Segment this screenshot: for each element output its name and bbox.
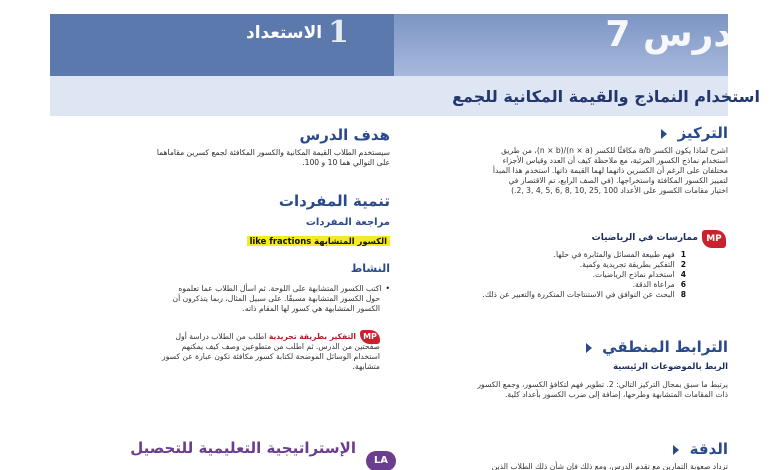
practice-number: 2 bbox=[680, 260, 686, 269]
objective-line: سيستخدم الطلاب القيمة المكانية والكسور المكافئة لجمع كسرين مقاماهما bbox=[156, 148, 390, 157]
practice-number: 4 bbox=[680, 270, 686, 279]
focus-heading bbox=[661, 124, 728, 142]
activity-bullet-2 bbox=[70, 332, 390, 372]
activity-text: حول الكسور المتشابهة مسبقًا. على سبيل المثال، ربما يتذكرون أن bbox=[172, 294, 380, 303]
list-item bbox=[482, 250, 686, 260]
activity-line bbox=[70, 304, 390, 314]
strategy-heading: الإستراتيجية التعليمية للتحصيل bbox=[130, 439, 356, 457]
vocab-subheading: مراجعة المفردات bbox=[305, 217, 390, 228]
rigor-heading bbox=[673, 440, 728, 458]
activity-text: متشابهة. bbox=[352, 362, 380, 371]
practice-text: فهم طبيعة المسائل والمثابرة في حلها. bbox=[553, 250, 675, 259]
activity-line bbox=[70, 284, 390, 294]
practice-number: 1 bbox=[680, 250, 686, 259]
activity-line bbox=[70, 342, 390, 352]
list-item bbox=[482, 260, 686, 270]
prepare-label: الاستعداد bbox=[246, 23, 323, 43]
activity-line bbox=[70, 352, 390, 362]
coherence-heading-text: الترابط المنطقي bbox=[602, 338, 728, 356]
practices-heading: ممارسات في الرياضيات bbox=[591, 233, 698, 243]
focus-line: اشرح لماذا يكون الكسر a/b مكافئًا للكسر (n × a)/(n × b)، من طريق bbox=[501, 146, 728, 155]
coherence-paragraph bbox=[428, 380, 728, 400]
coherence-subheading: الربط بالموضوعات الرئيسية bbox=[613, 361, 728, 371]
focus-line: مختلفان على الرغم أن الكسرين ذاتهما لهما القيمة ذاتها. استخدم هذا المبدأ bbox=[492, 166, 728, 175]
reasoning-lead: التفكير بطريقة تجريدية bbox=[268, 332, 356, 341]
activity-text: استخدام الوسائل الموضحة لكتابة كسور مكافئة تكون عبارة عن كسور bbox=[162, 352, 380, 361]
activity-line bbox=[70, 332, 390, 342]
list-item bbox=[482, 270, 686, 280]
rigor-paragraph bbox=[428, 462, 728, 470]
mp-badge: MP bbox=[702, 230, 726, 248]
list-item bbox=[482, 290, 686, 300]
activity-bullet-1 bbox=[70, 284, 390, 314]
prepare-heading bbox=[246, 15, 349, 50]
focus-paragraph bbox=[428, 146, 728, 196]
practice-text: مراعاة الدقة. bbox=[632, 280, 675, 289]
rigor-heading-text: الدقة bbox=[689, 440, 728, 458]
activity-line bbox=[70, 294, 390, 304]
activity-line bbox=[70, 362, 390, 372]
practice-text: استخدام نماذج الرياضيات. bbox=[592, 270, 675, 279]
la-badge: LA bbox=[366, 451, 396, 470]
activity-heading: النشاط bbox=[350, 262, 390, 275]
focus-heading-text: التركيز bbox=[677, 124, 728, 142]
objective-heading: هدف الدرس bbox=[299, 126, 390, 144]
practice-text: البحث عن التوافق في الاستنتاجات المتكررة والتعبير عن ذلك. bbox=[482, 290, 675, 299]
coherence-heading bbox=[586, 338, 728, 356]
coherence-line: ذات المقامات المتشابهة وطرحها، إضافة إلى ضرب الكسور بأعداد كلية. bbox=[504, 390, 728, 399]
lesson-title: الدرس 7 bbox=[605, 14, 760, 55]
rigor-line: تزداد صعوبة التمارين مع تقدم الدرس، ومع ذلك فإن شأن ذلك الطلاب الذين bbox=[491, 462, 728, 470]
objective-line: على التوالي هما 10 و 100. bbox=[302, 158, 390, 167]
activity-text: صفحتين من الدرس. ثم اطلب من متطوعين وصف كيف يمكنهم bbox=[181, 342, 380, 351]
focus-line: اختيار مقامات الكسور على الأعداد 100 ,25 ,10 ,8 ,6 ,5 ,4 ,3 ,2.) bbox=[511, 186, 728, 195]
vocab-heading: تنمية المفردات bbox=[278, 192, 390, 210]
objective-paragraph bbox=[60, 148, 390, 168]
vocab-term: الكسور المتشابهة like fractions bbox=[247, 236, 390, 246]
bullet-dot: • bbox=[385, 284, 390, 293]
mp-badge: MP bbox=[360, 330, 380, 344]
activity-text: الكسور المتشابهة هي كسور لها المقام ذاته. bbox=[242, 304, 380, 313]
list-item bbox=[482, 280, 686, 290]
practice-text: التفكير بطريقة تجريدية وكمية. bbox=[579, 260, 675, 269]
practices-list bbox=[482, 250, 686, 300]
coherence-line: يرتبط ما سبق بمجال التركيز التالي: 2. تطوير فهم لتكافؤ الكسور، وجمع الكسور bbox=[477, 380, 728, 389]
practice-number: 8 bbox=[680, 290, 686, 299]
prepare-step-number: 1 bbox=[328, 15, 349, 50]
activity-text: اكتب الكسور المتشابهة على اللوحة. ثم اسأل الطلاب عما تعلموه bbox=[178, 284, 382, 293]
lesson-subtitle: استخدام النماذج والقيمة المكانية للجمع bbox=[452, 87, 760, 106]
activity-text: اطلب من الطلاب دراسة أول bbox=[175, 332, 267, 341]
practice-number: 6 bbox=[680, 280, 686, 289]
focus-line: استخدام نماذج الكسور المرئية، مع ملاحظة كيف أن العدد وقياس الأجزاء bbox=[502, 156, 728, 165]
focus-line: لتمييز الكسور المكافئة واستخراجها. (في الصف الرابع، تم الاقتصار في bbox=[508, 176, 728, 185]
